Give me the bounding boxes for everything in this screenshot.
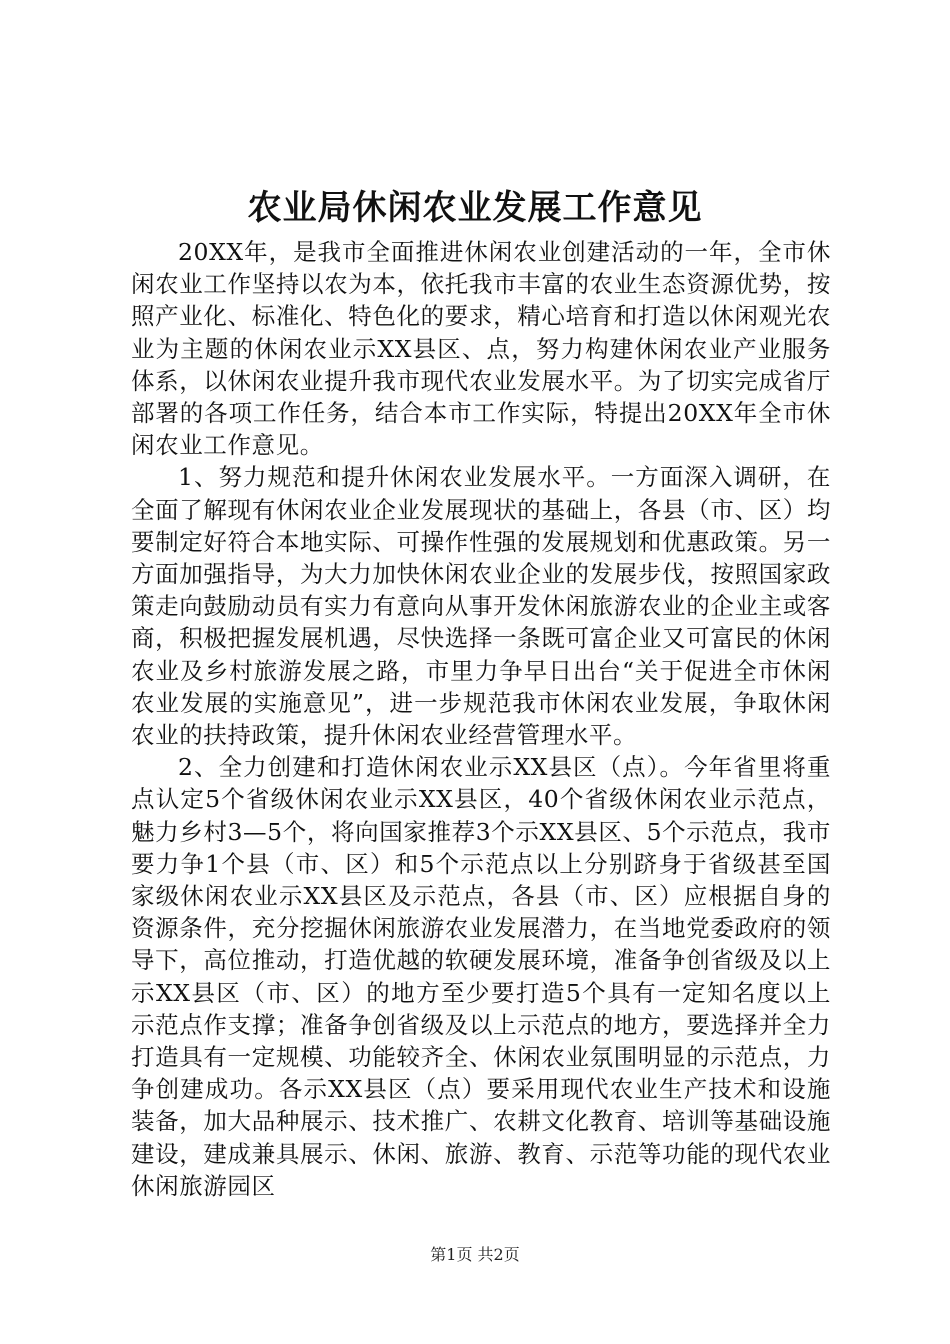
paragraph-intro: 20XX年，是我市全面推进休闲农业创建活动的一年，全市休闲农业工作坚持以农为本，依托我市丰富的农业生态资源优势，按照产业化、标准化、特色化的要求，精心培育和打造以休闲观光农业为主题的休闲农业示XX县区、点，努力构建休闲农业产业服务体系，以休闲农业提升我市现代农业发展水平。为了切实完成省厅部署的各项工作任务，结合本市工作实际，特提出20XX年全市休闲农业工作意见。 <box>131 238 831 460</box>
document-title: 农业局休闲农业发展工作意见 <box>247 188 703 228</box>
paragraph-item-2: 2、全力创建和打造休闲农业示XX县区（点）。今年省里将重点认定5个省级休闲农业示XX县区，40个省级休闲农业示范点，魅力乡村3—5个，将向国家推荐3个示XX县区、5个示范点，我市要力争1个县（市、区）和5个示范点以上分别跻身于省级甚至国家级休闲农业示XX县区及示范点，各县（市、区）应根据自身的资源条件，充分挖掘休闲旅游农业发展潜力，在当地党委政府的领导下，高位推动，打造优越的软硬发展环境，准备争创省级及以上示XX县区（市、区）的地方至少要打造5个具有一定知名度以上示范点作支撑；准备争创省级及以上示范点的地方，要选择并全力打造具有一定规模、功能较齐全、休闲农业氛围明显的示范点，力争创建成功。各示XX县区（点）要采用现代农业生产技术和设施装备，加大品种展示、技术推广、农耕文化教育、培训等基础设施建设，建成兼具展示、休闲、旅游、教育、示范等功能的现代农业休闲旅游园区 <box>131 753 831 1200</box>
paragraph-item-1: 1、努力规范和提升休闲农业发展水平。一方面深入调研，在全面了解现有休闲农业企业发展现状的基础上，各县（市、区）均要制定好符合本地实际、可操作性强的发展规划和优惠政策。另一方面加强指导，为大力加快休闲农业企业的发展步伐，按照国家政策走向鼓励动员有实力有意向从事开发休闲旅游农业的企业主或客商，积极把握发展机遇，尽快选择一条既可富企业又可富民的休闲农业及乡村旅游发展之路，市里力争早日出台“关于促进全市休闲农业发展的实施意见”，进一步规范我市休闲农业发展，争取休闲农业的扶持政策，提升休闲农业经营管理水平。 <box>131 463 831 750</box>
document-body <box>131 236 831 1202</box>
page-footer: 第1页 共2页 <box>430 1245 520 1264</box>
